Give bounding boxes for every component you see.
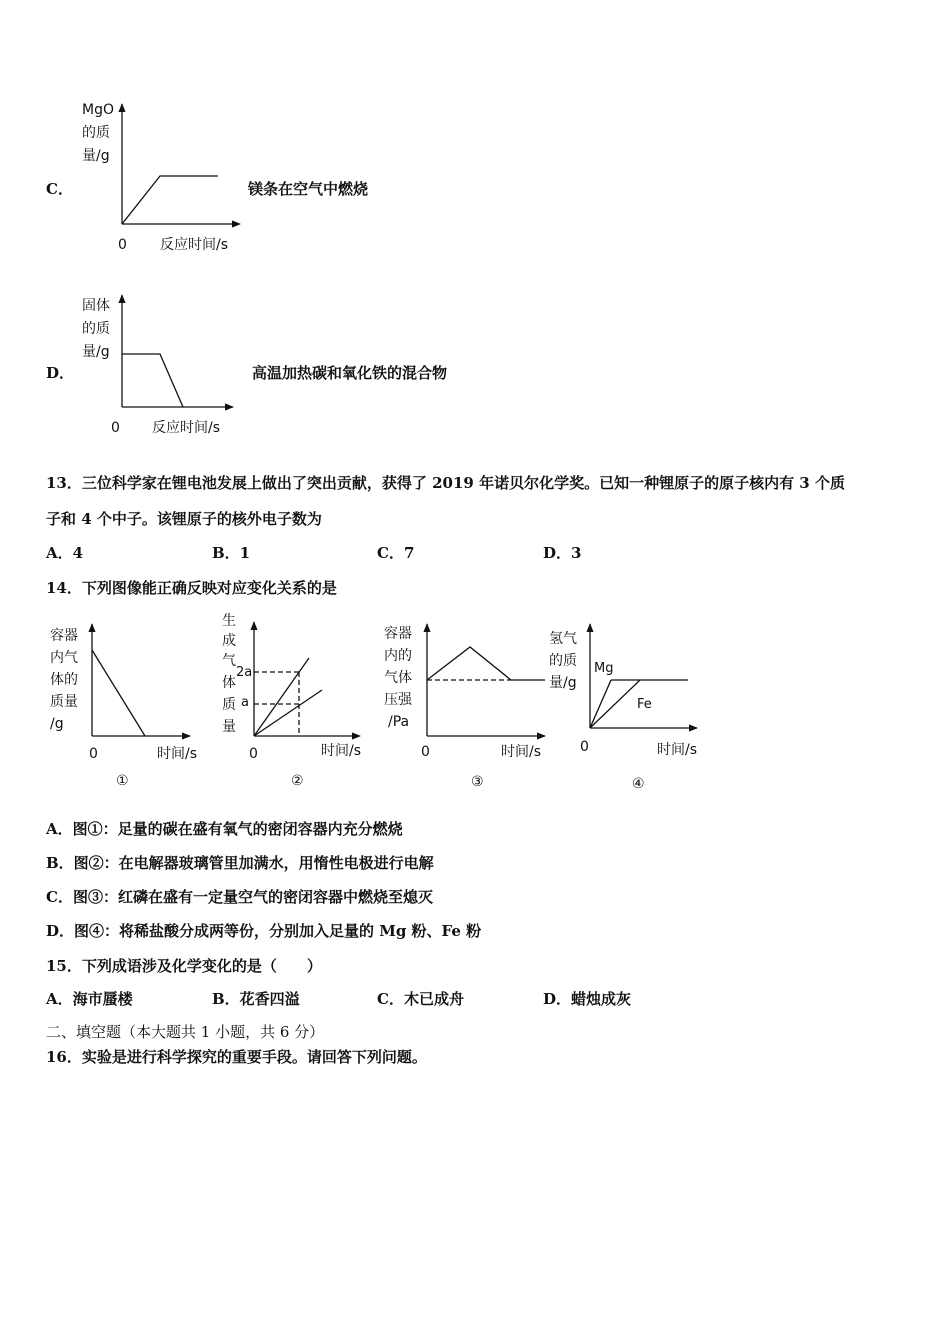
question-stem: 15．下列成语涉及化学变化的是（ ） [46,957,322,975]
origin-label: 0 [89,746,98,762]
figure-3-plot [427,624,545,736]
option-c: C．木已成舟 [377,990,464,1008]
figure-number: ① [116,773,129,789]
option-b: B．花香四溢 [212,990,300,1008]
y-axis-label-line1: 生 [222,613,236,629]
series-label-mg: Mg [594,661,614,676]
option-c: C．7 [377,544,415,562]
y-axis-label-line4: 压强 [384,692,412,708]
y-axis-label-line3: 气 [222,653,236,669]
graph-d-plot [122,295,233,407]
y-axis-label-line2: 成 [222,633,236,649]
figure-1-plot [92,624,190,736]
x-axis-label: 反应时间/s [152,420,221,436]
tick-label-a: a [241,695,249,710]
y-axis-label-line1: 氢气 [549,631,577,647]
x-axis-label: 反应时间/s [160,237,229,253]
curve-solid-mass [122,354,183,407]
y-axis-label-line5: 质 [222,697,236,713]
y-axis-label-line2: 的质 [549,653,577,669]
graph-caption: 高温加热碳和氧化铁的混合物 [252,364,448,382]
section-title: 二、填空题（本大题共 1 小题，共 6 分） [46,1023,325,1041]
curve-fe [590,680,640,728]
figure-number: ③ [471,774,484,790]
origin-label: 0 [421,744,430,760]
x-axis-label: 时间/s [501,744,542,760]
graph-c-plot [122,104,240,224]
y-axis-label-line3: 量/g [82,148,110,164]
y-axis-label-line2: 内的 [384,648,412,664]
curve-pressure [427,647,545,680]
figure-number: ④ [632,776,645,792]
y-axis-label-line3: 量/g [549,675,577,691]
y-axis-label-line2: 的质 [82,125,110,141]
option-b: B．图②：在电解器玻璃管里加满水，用惰性电极进行电解 [46,854,434,872]
option-d: D．3 [543,544,582,562]
origin-label: 0 [249,746,258,762]
origin-label: 0 [111,420,120,436]
y-axis-label-line1: 容器 [50,628,78,644]
option-a: A．图①：足量的碳在盛有氧气的密闭容器内充分燃烧 [46,820,403,838]
x-axis-label: 时间/s [657,742,698,758]
option-d: D．蜡烛成灰 [543,990,632,1008]
y-axis-label-line2: 内气 [50,650,78,666]
series-label-fe: Fe [637,697,652,712]
y-axis-label-line5: /Pa [388,714,410,730]
x-axis-label: 时间/s [157,746,198,762]
figure-number: ② [291,773,304,789]
option-d: D．图④：将稀盐酸分成两等份，分别加入足量的 Mg 粉、Fe 粉 [46,922,482,940]
curve-gas-mass [92,650,145,736]
option-b: B．1 [212,544,251,562]
y-axis-label-line4: 体 [222,675,236,691]
question-text-line2: 子和 4 个中子。该锂原子的核外电子数为 [46,510,322,528]
y-axis-label-line3: 气体 [384,670,412,686]
figure-2-plot [254,622,360,736]
curve-mgo-mass [122,176,218,224]
option-a: A．海市蜃楼 [46,990,133,1008]
question-stem: 14．下列图像能正确反映对应变化关系的是 [46,579,337,597]
option-letter-d: D． [46,364,75,382]
y-axis-label-line5: /g [50,716,64,732]
option-a: A．4 [46,544,84,562]
option-letter-c: C． [46,180,73,198]
y-axis-label-line3: 量/g [82,344,110,360]
origin-label: 0 [580,739,589,755]
line-shallow [254,690,322,736]
y-axis-label-line1: MgO [82,102,114,118]
graph-caption: 镁条在空气中燃烧 [248,180,369,198]
y-axis-label-line6: 量 [222,719,236,735]
y-axis-label-line2: 的质 [82,321,110,337]
question-text-line1: 13．三位科学家在锂电池发展上做出了突出贡献，获得了 2019 年诺贝尔化学奖。已知一种锂原子的原子核内有 3 个质 [46,474,845,492]
y-axis-label-line3: 体的 [50,672,78,688]
curve-mg [590,680,611,728]
y-axis-label-line1: 容器 [384,626,412,642]
y-axis-label-line4: 质量 [50,694,78,710]
x-axis-label: 时间/s [321,743,362,759]
line-steep [254,658,309,736]
figure-4-plot [590,624,697,728]
option-c: C．图③：红磷在盛有一定量空气的密闭容器中燃烧至熄灭 [46,888,433,906]
origin-label: 0 [118,237,127,253]
question-16-stem: 16．实验是进行科学探究的重要手段。请回答下列问题。 [46,1048,427,1066]
tick-label-2a: 2a [236,665,253,680]
y-axis-label-line1: 固体 [82,298,110,314]
